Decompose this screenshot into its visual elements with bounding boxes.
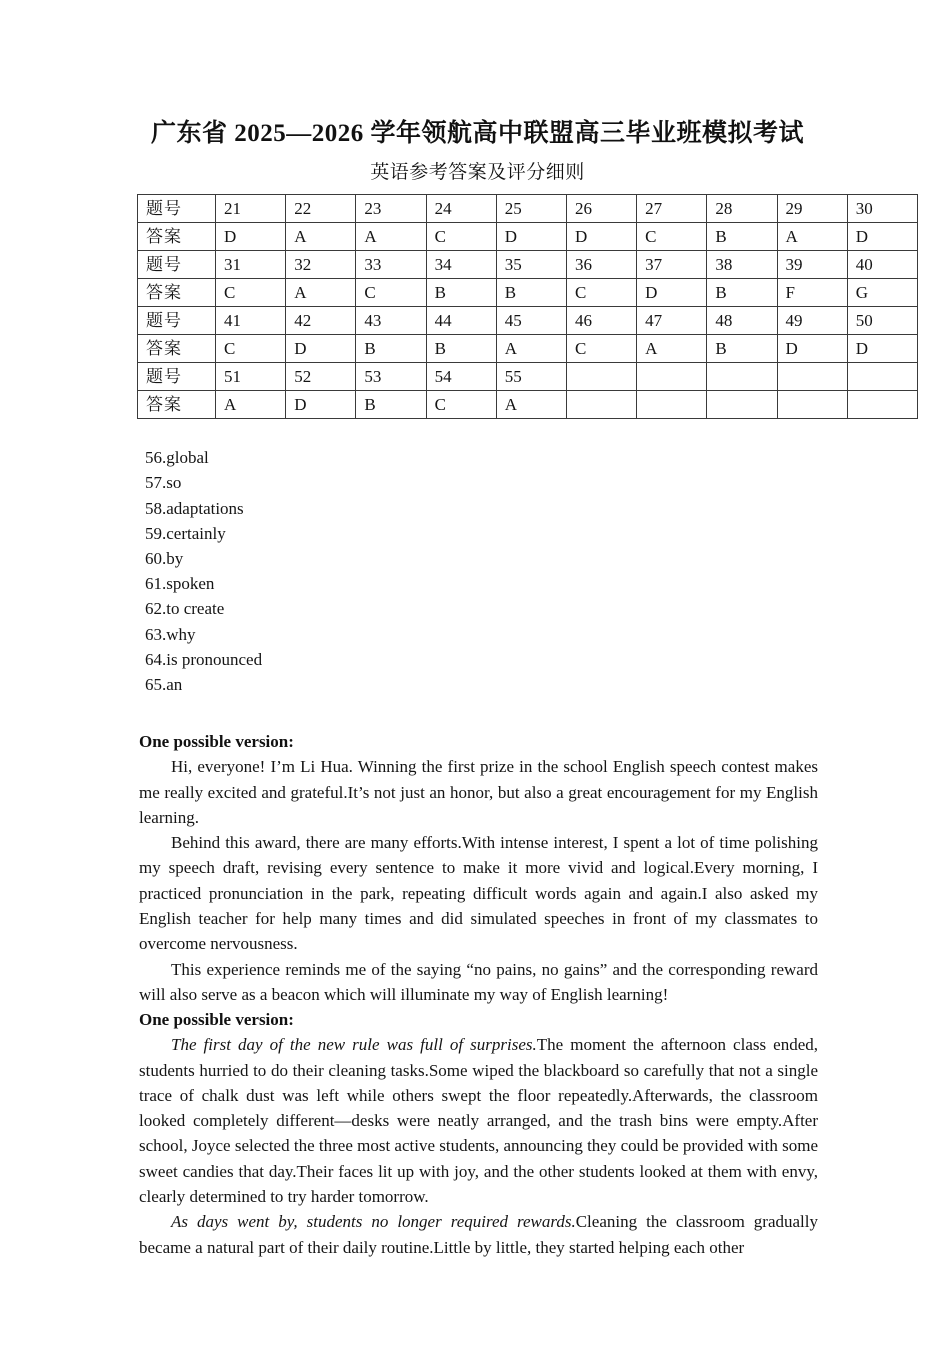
- table-cell: 44: [426, 307, 496, 335]
- table-row: [138, 391, 918, 419]
- table-cell: 55: [496, 363, 566, 391]
- table-cell: [566, 391, 636, 419]
- table-cell: 50: [847, 307, 917, 335]
- list-item: 61.spoken: [145, 574, 215, 594]
- essay-one-paragraph-3: This experience reminds me of the saying “no pains, no gains” and the corresponding reward will also serve as a beacon which will illuminate my way of English learning!: [139, 959, 818, 1004]
- table-cell: 40: [847, 251, 917, 279]
- table-cell: 46: [566, 307, 636, 335]
- essay-one-paragraph-2: Behind this award, there are many efforts.With intense interest, I spent a lot of time polishing my speech draft, revising every sentence to make it more vivid and logical.Every morning, I practiced pronunciation in the park, repeating difficult words again and again.I also asked my English teacher for help many times and did simulated speeches in front of my classmates to overcome nervousness.: [139, 833, 818, 954]
- list-item: 62.to create: [145, 599, 225, 619]
- table-cell: C: [356, 279, 426, 307]
- table-cell: C: [637, 223, 707, 251]
- table-cell: 32: [286, 251, 356, 279]
- table-cell: 52: [286, 363, 356, 391]
- list-item: 63.why: [145, 624, 196, 644]
- document-content: [137, 0, 873, 1260]
- list-item: 57.so: [145, 473, 182, 493]
- table-cell: D: [566, 223, 636, 251]
- row-label: 答案: [138, 223, 216, 251]
- row-label: 答案: [138, 391, 216, 419]
- essay-two-heading: One possible version:: [139, 1010, 294, 1030]
- table-cell: C: [216, 279, 286, 307]
- row-label: 答案: [138, 279, 216, 307]
- table-row: [138, 195, 918, 223]
- table-cell: 28: [707, 195, 777, 223]
- page-subtitle: 英语参考答案及评分细则: [370, 162, 585, 184]
- table-cell: [777, 391, 847, 419]
- table-cell: 42: [286, 307, 356, 335]
- table-cell: 30: [847, 195, 917, 223]
- essay-two-paragraph-2-body: Cleaning the classroom gradually became a natural part of their daily routine.Little by little, they started helping each other: [139, 1212, 818, 1257]
- table-cell: 47: [637, 307, 707, 335]
- table-cell: A: [637, 335, 707, 363]
- table-row: [138, 307, 918, 335]
- table-cell: D: [216, 223, 286, 251]
- answer-key-table-body: [138, 195, 918, 419]
- essay-two-paragraph-1: [137, 1032, 818, 1209]
- table-cell: 38: [707, 251, 777, 279]
- list-item: 65.an: [145, 675, 183, 695]
- table-cell: [707, 363, 777, 391]
- essay-two-paragraph-2-topic-sentence: As days went by, students no longer required rewards.: [171, 1212, 576, 1232]
- table-cell: C: [426, 223, 496, 251]
- table-row: [138, 223, 918, 251]
- essay-two-paragraph-2: [137, 1209, 818, 1260]
- essay-one-paragraph-1: Hi, everyone! I’m Li Hua. Winning the first prize in the school English speech contest makes me really excited and grateful.It’s not just an honor, but also a great encouragement for my English learning.: [139, 757, 818, 827]
- page-title: 广东省 2025—2026 学年领航高中联盟高三毕业班模拟考试: [150, 120, 804, 147]
- table-cell: 43: [356, 307, 426, 335]
- table-cell: 39: [777, 251, 847, 279]
- table-cell: 21: [216, 195, 286, 223]
- table-cell: [847, 363, 917, 391]
- list-item: 64.is pronounced: [145, 649, 263, 669]
- table-cell: [566, 363, 636, 391]
- table-cell: A: [356, 223, 426, 251]
- table-cell: [777, 363, 847, 391]
- table-cell: 33: [356, 251, 426, 279]
- table-cell: [637, 391, 707, 419]
- table-cell: 27: [637, 195, 707, 223]
- table-cell: D: [637, 279, 707, 307]
- table-cell: 41: [216, 307, 286, 335]
- table-cell: A: [286, 223, 356, 251]
- table-cell: B: [356, 335, 426, 363]
- table-cell: B: [426, 279, 496, 307]
- row-label: 题号: [138, 195, 216, 223]
- table-cell: 24: [426, 195, 496, 223]
- table-cell: A: [286, 279, 356, 307]
- table-cell: D: [286, 391, 356, 419]
- table-cell: B: [426, 335, 496, 363]
- table-cell: C: [426, 391, 496, 419]
- table-cell: C: [216, 335, 286, 363]
- table-cell: 54: [426, 363, 496, 391]
- list-item: 58.adaptations: [145, 498, 244, 518]
- table-cell: 45: [496, 307, 566, 335]
- table-cell: [847, 391, 917, 419]
- table-cell: 53: [356, 363, 426, 391]
- table-cell: 49: [777, 307, 847, 335]
- table-cell: D: [847, 223, 917, 251]
- table-cell: A: [777, 223, 847, 251]
- table-cell: 34: [426, 251, 496, 279]
- table-cell: C: [566, 279, 636, 307]
- table-cell: 37: [637, 251, 707, 279]
- table-row: [138, 279, 918, 307]
- table-cell: [637, 363, 707, 391]
- table-cell: [707, 391, 777, 419]
- table-cell: 26: [566, 195, 636, 223]
- table-cell: C: [566, 335, 636, 363]
- table-cell: 22: [286, 195, 356, 223]
- table-cell: D: [496, 223, 566, 251]
- list-item: 60.by: [145, 549, 184, 569]
- list-item: 56.global: [145, 448, 209, 468]
- table-cell: B: [707, 223, 777, 251]
- table-cell: 51: [216, 363, 286, 391]
- essay-two-paragraph-1-body: The moment the afternoon class ended, students hurried to do their cleaning tasks.Some wiped the blackboard so carefully that not a single trace of chalk dust was left while others swept the floor repeatedly.Afterwards, the classroom looked completely different—desks were neatly arranged, and the trash bins were empty.After school, Joyce selected the three most active students, announcing they could be provided with some sweet candies that day.Their faces lit up with joy, and the other students looked at them with envy, clearly determined to try harder tomorrow.: [139, 1035, 819, 1207]
- table-cell: A: [496, 391, 566, 419]
- table-cell: 31: [216, 251, 286, 279]
- table-row: [138, 251, 918, 279]
- table-cell: A: [216, 391, 286, 419]
- table-cell: B: [707, 335, 777, 363]
- table-row: [138, 335, 918, 363]
- table-cell: D: [847, 335, 917, 363]
- table-cell: D: [777, 335, 847, 363]
- table-cell: B: [356, 391, 426, 419]
- table-cell: 29: [777, 195, 847, 223]
- table-cell: 25: [496, 195, 566, 223]
- table-cell: G: [847, 279, 917, 307]
- table-cell: 35: [496, 251, 566, 279]
- table-cell: 36: [566, 251, 636, 279]
- row-label: 题号: [138, 363, 216, 391]
- table-cell: B: [707, 279, 777, 307]
- row-label: 答案: [138, 335, 216, 363]
- table-cell: F: [777, 279, 847, 307]
- table-row: [138, 363, 918, 391]
- list-item: 59.certainly: [145, 523, 226, 543]
- essay-two-paragraph-1-topic-sentence: The first day of the new rule was full of surprises.: [171, 1035, 537, 1055]
- row-label: 题号: [138, 251, 216, 279]
- table-cell: A: [496, 335, 566, 363]
- table-cell: B: [496, 279, 566, 307]
- row-label: 题号: [138, 307, 216, 335]
- table-cell: 48: [707, 307, 777, 335]
- answer-key-table: [137, 194, 918, 419]
- blank-fill-answers-list: [137, 419, 818, 697]
- table-cell: D: [286, 335, 356, 363]
- essay-one-heading: One possible version:: [139, 732, 294, 752]
- table-cell: 23: [356, 195, 426, 223]
